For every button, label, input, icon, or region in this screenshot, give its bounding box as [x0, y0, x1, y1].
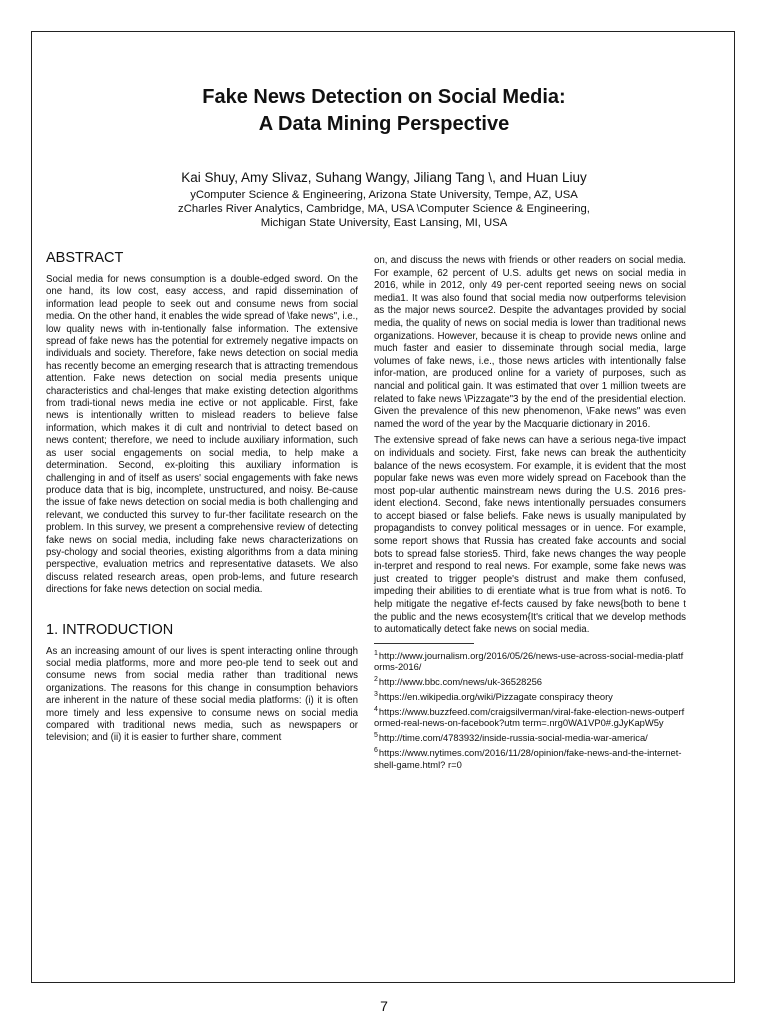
footnote-link[interactable]: http://www.bbc.com/news/uk-36528256 [378, 676, 543, 688]
footnote-link[interactable]: https://www.buzzfeed.com/craigsilverman/viral-fake-election-news-outperformed-real-news-on-facebook?utm term=.nrg0WA1VP0#.gJyKapW5y [374, 706, 685, 729]
footnote-link[interactable]: https://www.nytimes.com/2016/11/28/opinion/fake-news-and-the-internet-shell-game.html? r=0 [374, 747, 682, 770]
right-column [374, 255, 686, 772]
intro-paragraph-2: The extensive spread of fake news can have a serious nega-tive impact on individuals and society. First, fake news can break the authenticity balance of the news ecosystem. For example, it is evident that the most popular fake news was even more widely spread on Facebook than the most pop-ular authentic mainstream news during the U.S. 2016 pres-ident election4. Second, fake news intentionally persuades consumers to accept biased or false beliefs. Fake news is usually manipulated by propagandists to convey political messages or in uence. For example, some report shows that Russia has created fake accounts and social bots to spread false stories5. Third, fake news changes the way people in-terpret and respond to real news. For example, some fake news was just created to trigger people's distrust and make them confused, impeding their abilities to di erentiate what is true from what is not6. To help mitigate the negative ef-fects caused by fake news{both to bene t the public and the news ecosystem{It's critical that we develop methods to automatically detect fake news on social media. [374, 435, 686, 636]
affiliation-2: zCharles River Analytics, Cambridge, MA, USA \Computer Science & Engineering, [178, 203, 590, 215]
footnote-item [374, 674, 686, 687]
author-list: Kai Shuy, Amy Slivaz, Suhang Wangy, Jiliang Tang \, and Huan Liuy [181, 170, 587, 185]
introduction-text: As an increasing amount of our lives is spent interacting online through social media platforms, more and more peo-ple tend to seek out and consume news from social media rather than traditional news organizations. The reasons for this change in consumption behaviors are inherent in the nature of these social media platforms: (i) it is often more timely and less expensive to consume news on social media compared with traditional news media, such as newspapers or television; and (ii) it is easier to further share, comment [46, 645, 358, 744]
page-number: 7 [380, 998, 388, 1014]
footnote-item [374, 704, 686, 728]
affiliations [32, 188, 736, 230]
footnote-number: 1 [374, 649, 378, 657]
footnote-number: 4 [374, 706, 378, 714]
footnote-item [374, 648, 686, 672]
footnote-item [374, 689, 686, 702]
paper-title [32, 84, 736, 138]
abstract-text: Social media for news consumption is a double-edged sword. On the one hand, its low cost, easy access, and rapid dissemination of information lead people to seek out and consume news from social media. On the other hand, it enables the wide spread of \fake news", i.e., low quality news with in-tentionally false information. The extensive spread of fake news has the potential for extremely negative impacts on individuals and society. Therefore, fake news detection on social media has recently become an emerging research that is attracting tremendous attention. Fake news detection on social media presents unique characteristics and chal-lenges that make existing detection algorithms from tradi-tional news media ine ective or not applicable. First, fake news is intentionally written to mislead readers to believe false information, which makes it di cult and nontrivial to detect based on news content; therefore, we need to include auxiliary information, such as user social engagements on social media, to help make a determination. Second, ex-ploiting this auxiliary information is challenging in and of itself as users' social engagements with fake news produce data that is big, incomplete, unstructured, and noisy. Be-cause the issue of fake news detection on social media is both challenging and relevant, we conducted this survey to fur-ther facilitate research on the problem. In this survey, we present a comprehensive review of detecting fake news on social media, including fake news characterizations on psy-chology and social theories, existing algorithms from a data mining perspective, evaluation metrics and representative datasets. We also discuss related research areas, open prob-lems, and future research directions for fake news detection on social media. [46, 274, 359, 596]
left-column [46, 250, 358, 745]
affiliation-3: Michigan State University, East Lansing, MI, USA [260, 217, 508, 229]
affiliation-1: yComputer Science & Engineering, Arizona State University, Tempe, AZ, USA [190, 189, 578, 201]
footnote-link[interactable]: http://www.journalism.org/2016/05/26/news-use-across-social-media-platforms-2016/ [374, 649, 684, 672]
introduction-heading: 1. INTRODUCTION [46, 621, 174, 638]
abstract-heading: ABSTRACT [46, 250, 124, 266]
title-line-1: Fake News Detection on Social Media: [202, 86, 566, 108]
title-line-2: A Data Mining Perspective [258, 113, 510, 135]
footnote-number: 2 [374, 675, 378, 683]
footnote-item [374, 730, 686, 743]
footnote-number: 6 [374, 747, 378, 755]
footnote-list [374, 648, 686, 770]
footnote-number: 3 [374, 691, 378, 699]
intro-paragraph-1: on, and discuss the news with friends or other readers on social media. For example, 62 percent of U.S. adults get news on social media in 2016, while in 2012, only 49 per-cent reported seeing news on social media1. It was also found that social media now outperforms television as the major news source2. Despite the advantages provided by social media, the quality of news on social media is lower than traditional news organizations. However, because it is cheap to provide news online and much faster and easier to disseminate through social media, large volumes of fake news, i.e., those news articles with intentionally false infor-mation, are produced online for a variety of purposes, such as nancial and political gain. It was estimated that over 1 million tweets are related to fake news \Pizzagate"3 by the end of the presidential election. Given the prevalence of this new phenomenon, \Fake news" was even named the word of the year by the Macquarie dictionary in 2016. [374, 255, 686, 430]
footnote-number: 5 [374, 732, 378, 740]
footnote-link[interactable]: https://en.wikipedia.org/wiki/Pizzagate conspiracy theory [378, 691, 613, 703]
footnote-divider [374, 643, 474, 644]
footnote-item [374, 745, 686, 769]
footnote-link[interactable]: http://time.com/4783932/inside-russia-social-media-war-america/ [378, 732, 648, 744]
